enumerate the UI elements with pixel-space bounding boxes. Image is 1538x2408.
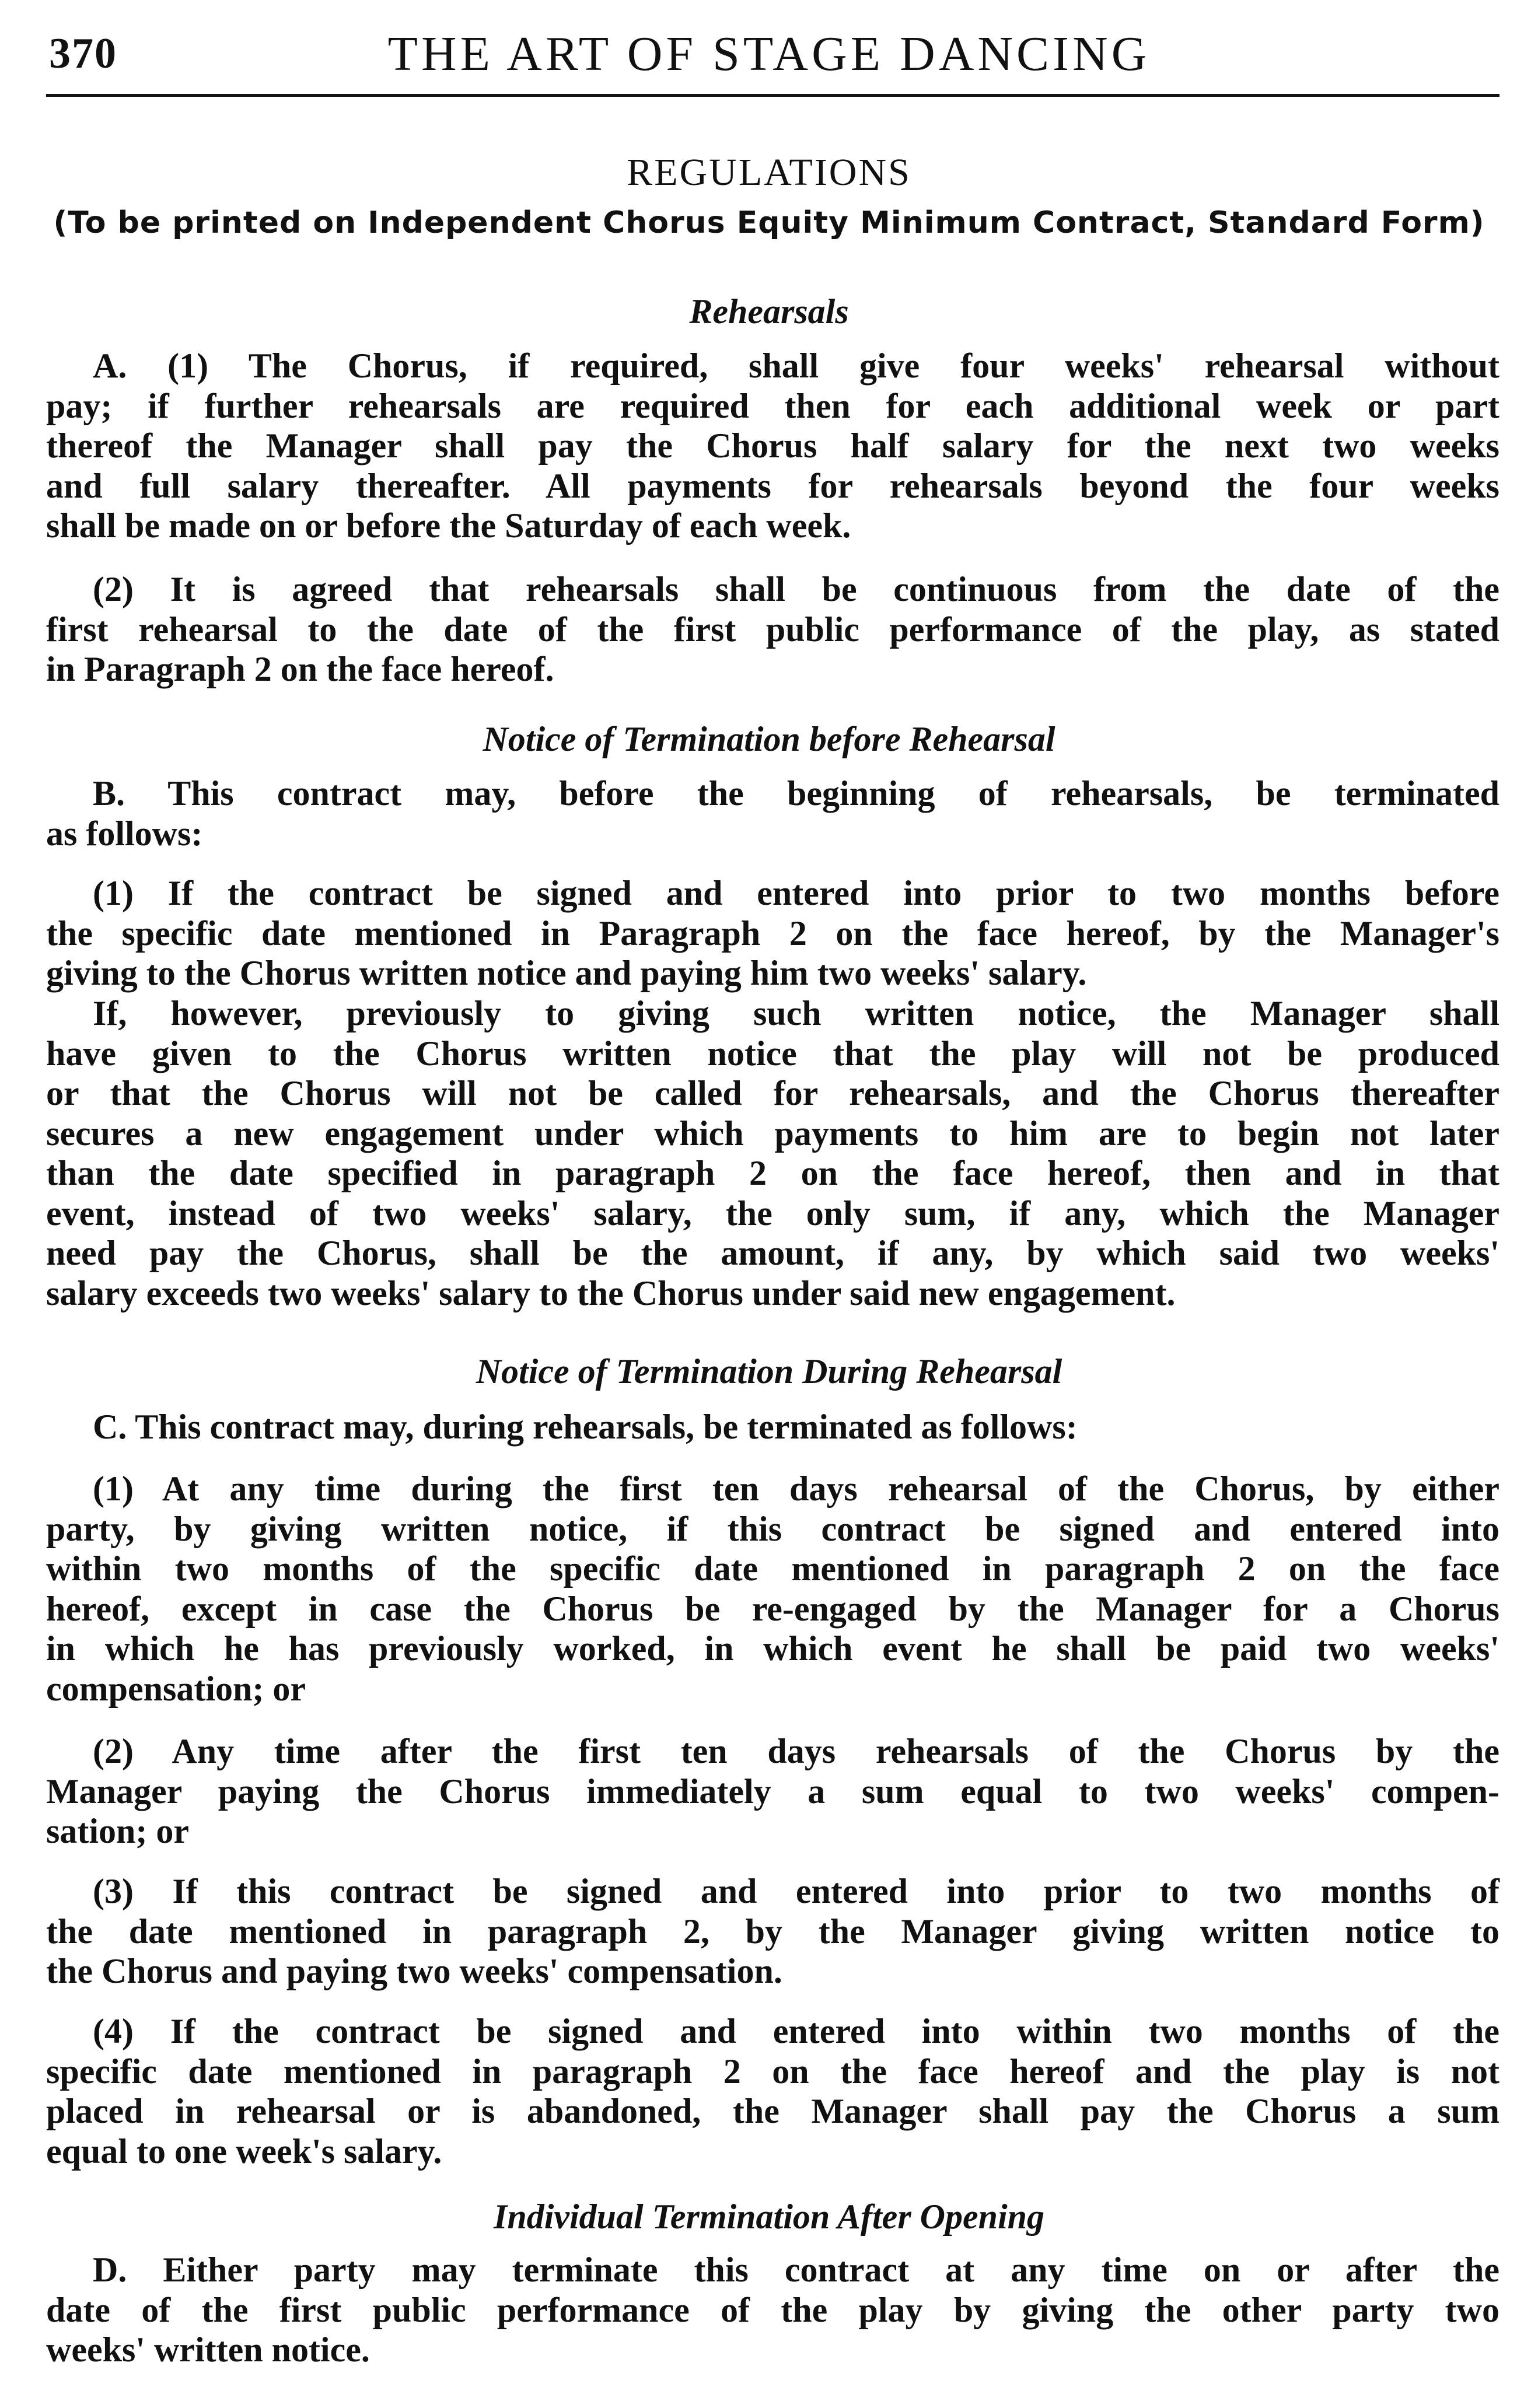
text-line: (1) If the contract be signed and entered into prior to two months before [93,874,1499,912]
text-line: as follows: [46,814,203,853]
text-line: the date mentioned in paragraph 2, by the Manager giving written notice to [46,1912,1499,1951]
text-line: than the date specified in paragraph 2 on the face hereof, then and in that [46,1154,1499,1192]
text-line: C. This contract may, during rehearsals, be terminated as follows: [93,1408,1078,1446]
running-title: THE ART OF STAGE DANCING [387,27,1151,81]
paragraph [46,2011,1499,2171]
text-line: or that the Chorus will not be called for rehearsals, and the Chorus thereafter [46,1074,1499,1112]
paragraph [46,774,1499,853]
text-line: compensation; or [46,1669,306,1708]
text-line: D. Either party may terminate this contract at any time on or after the [93,2250,1499,2289]
text-line: hereof, except in case the Chorus be re-engaged by the Manager for a Chorus [46,1589,1499,1628]
paragraph [46,1731,1499,1852]
text-line: within two months of the specific date mentioned in paragraph 2 on the face [46,1549,1499,1588]
paragraph [46,1871,1499,1992]
text-line: sation; or [46,1812,189,1850]
text-line: A. (1) The Chorus, if required, shall give four weeks' rehearsal without [93,346,1499,385]
text-line: giving to the Chorus written notice and paying him two weeks' salary. [46,954,1087,992]
paragraph [46,569,1499,690]
heading-rehearsals: Rehearsals [689,292,849,331]
paragraph [46,346,1499,546]
text-line: in which he has previously worked, in which event he shall be paid two weeks' [46,1629,1499,1668]
heading-individual-termination: Individual Termination After Opening [493,2197,1045,2236]
text-line: party, by giving written notice, if this contract be signed and entered into [46,1509,1499,1548]
text-line: pay; if further rehearsals are required then for each additional week or part [46,386,1499,425]
page-number: 370 [49,30,117,78]
text-line: (2) Any time after the first ten days rehearsals of the Chorus by the [93,1732,1499,1770]
text-line: specific date mentioned in paragraph 2 on the face hereof and the play is not [46,2052,1499,2091]
section-subtitle: (To be printed on Independent Chorus Equity Minimum Contract, Standard Form) [53,205,1485,240]
section-title: REGULATIONS [627,151,911,194]
paragraph [46,1469,1499,1709]
text-line: in Paragraph 2 on the face hereof. [46,650,554,688]
text-line: thereof the Manager shall pay the Chorus half salary for the next two weeks [46,426,1499,465]
paragraph [46,993,1499,1313]
text-line: equal to one week's salary. [46,2132,442,2171]
text-line: and full salary thereafter. All payments for rehearsals beyond the four weeks [46,466,1499,505]
text-line: (4) If the contract be signed and entered into within two months of the [93,2012,1499,2050]
text-line: B. This contract may, before the beginning of rehearsals, be terminated [93,774,1499,813]
text-line: need pay the Chorus, shall be the amount, if any, by which said two weeks' [46,1234,1499,1272]
paragraph [46,873,1499,993]
heading-termination-during-rehearsal: Notice of Termination During Rehearsal [476,1352,1062,1391]
text-line: If, however, previously to giving such written notice, the Manager shall [93,994,1499,1032]
text-line: have given to the Chorus written notice that the play will not be produced [46,1034,1499,1073]
text-line: shall be made on or before the Saturday of each week. [46,506,851,545]
text-line: the Chorus and paying two weeks' compensation. [46,1952,782,1990]
text-line: weeks' written notice. [46,2330,370,2369]
paragraph [46,2250,1499,2370]
text-line: (3) If this contract be signed and entered into prior to two months of [93,1872,1499,1910]
text-line: event, instead of two weeks' salary, the only sum, if any, which the Manager [46,1194,1499,1233]
text-line: (1) At any time during the first ten days rehearsal of the Chorus, by either [93,1469,1499,1508]
text-line: (2) It is agreed that rehearsals shall be continuous from the date of the [93,570,1499,608]
text-line: first rehearsal to the date of the first public performance of the play, as stated [46,610,1499,649]
heading-termination-before-rehearsal: Notice of Termination before Rehearsal [483,720,1055,758]
text-line: salary exceeds two weeks' salary to the Chorus under said new engagement. [46,1273,1176,1312]
text-line: secures a new engagement under which payments to him are to begin not later [46,1114,1499,1153]
text-line: placed in rehearsal or is abandoned, the Manager shall pay the Chorus a sum [46,2092,1499,2130]
text-line: date of the first public performance of the play by giving the other party two [46,2290,1499,2329]
text-line: the specific date mentioned in Paragraph 2 on the face hereof, by the Manager's [46,914,1499,953]
paragraph [46,1407,1499,1447]
text-line: Manager paying the Chorus immediately a sum equal to two weeks' compen- [46,1772,1499,1811]
header-rule [46,94,1499,97]
